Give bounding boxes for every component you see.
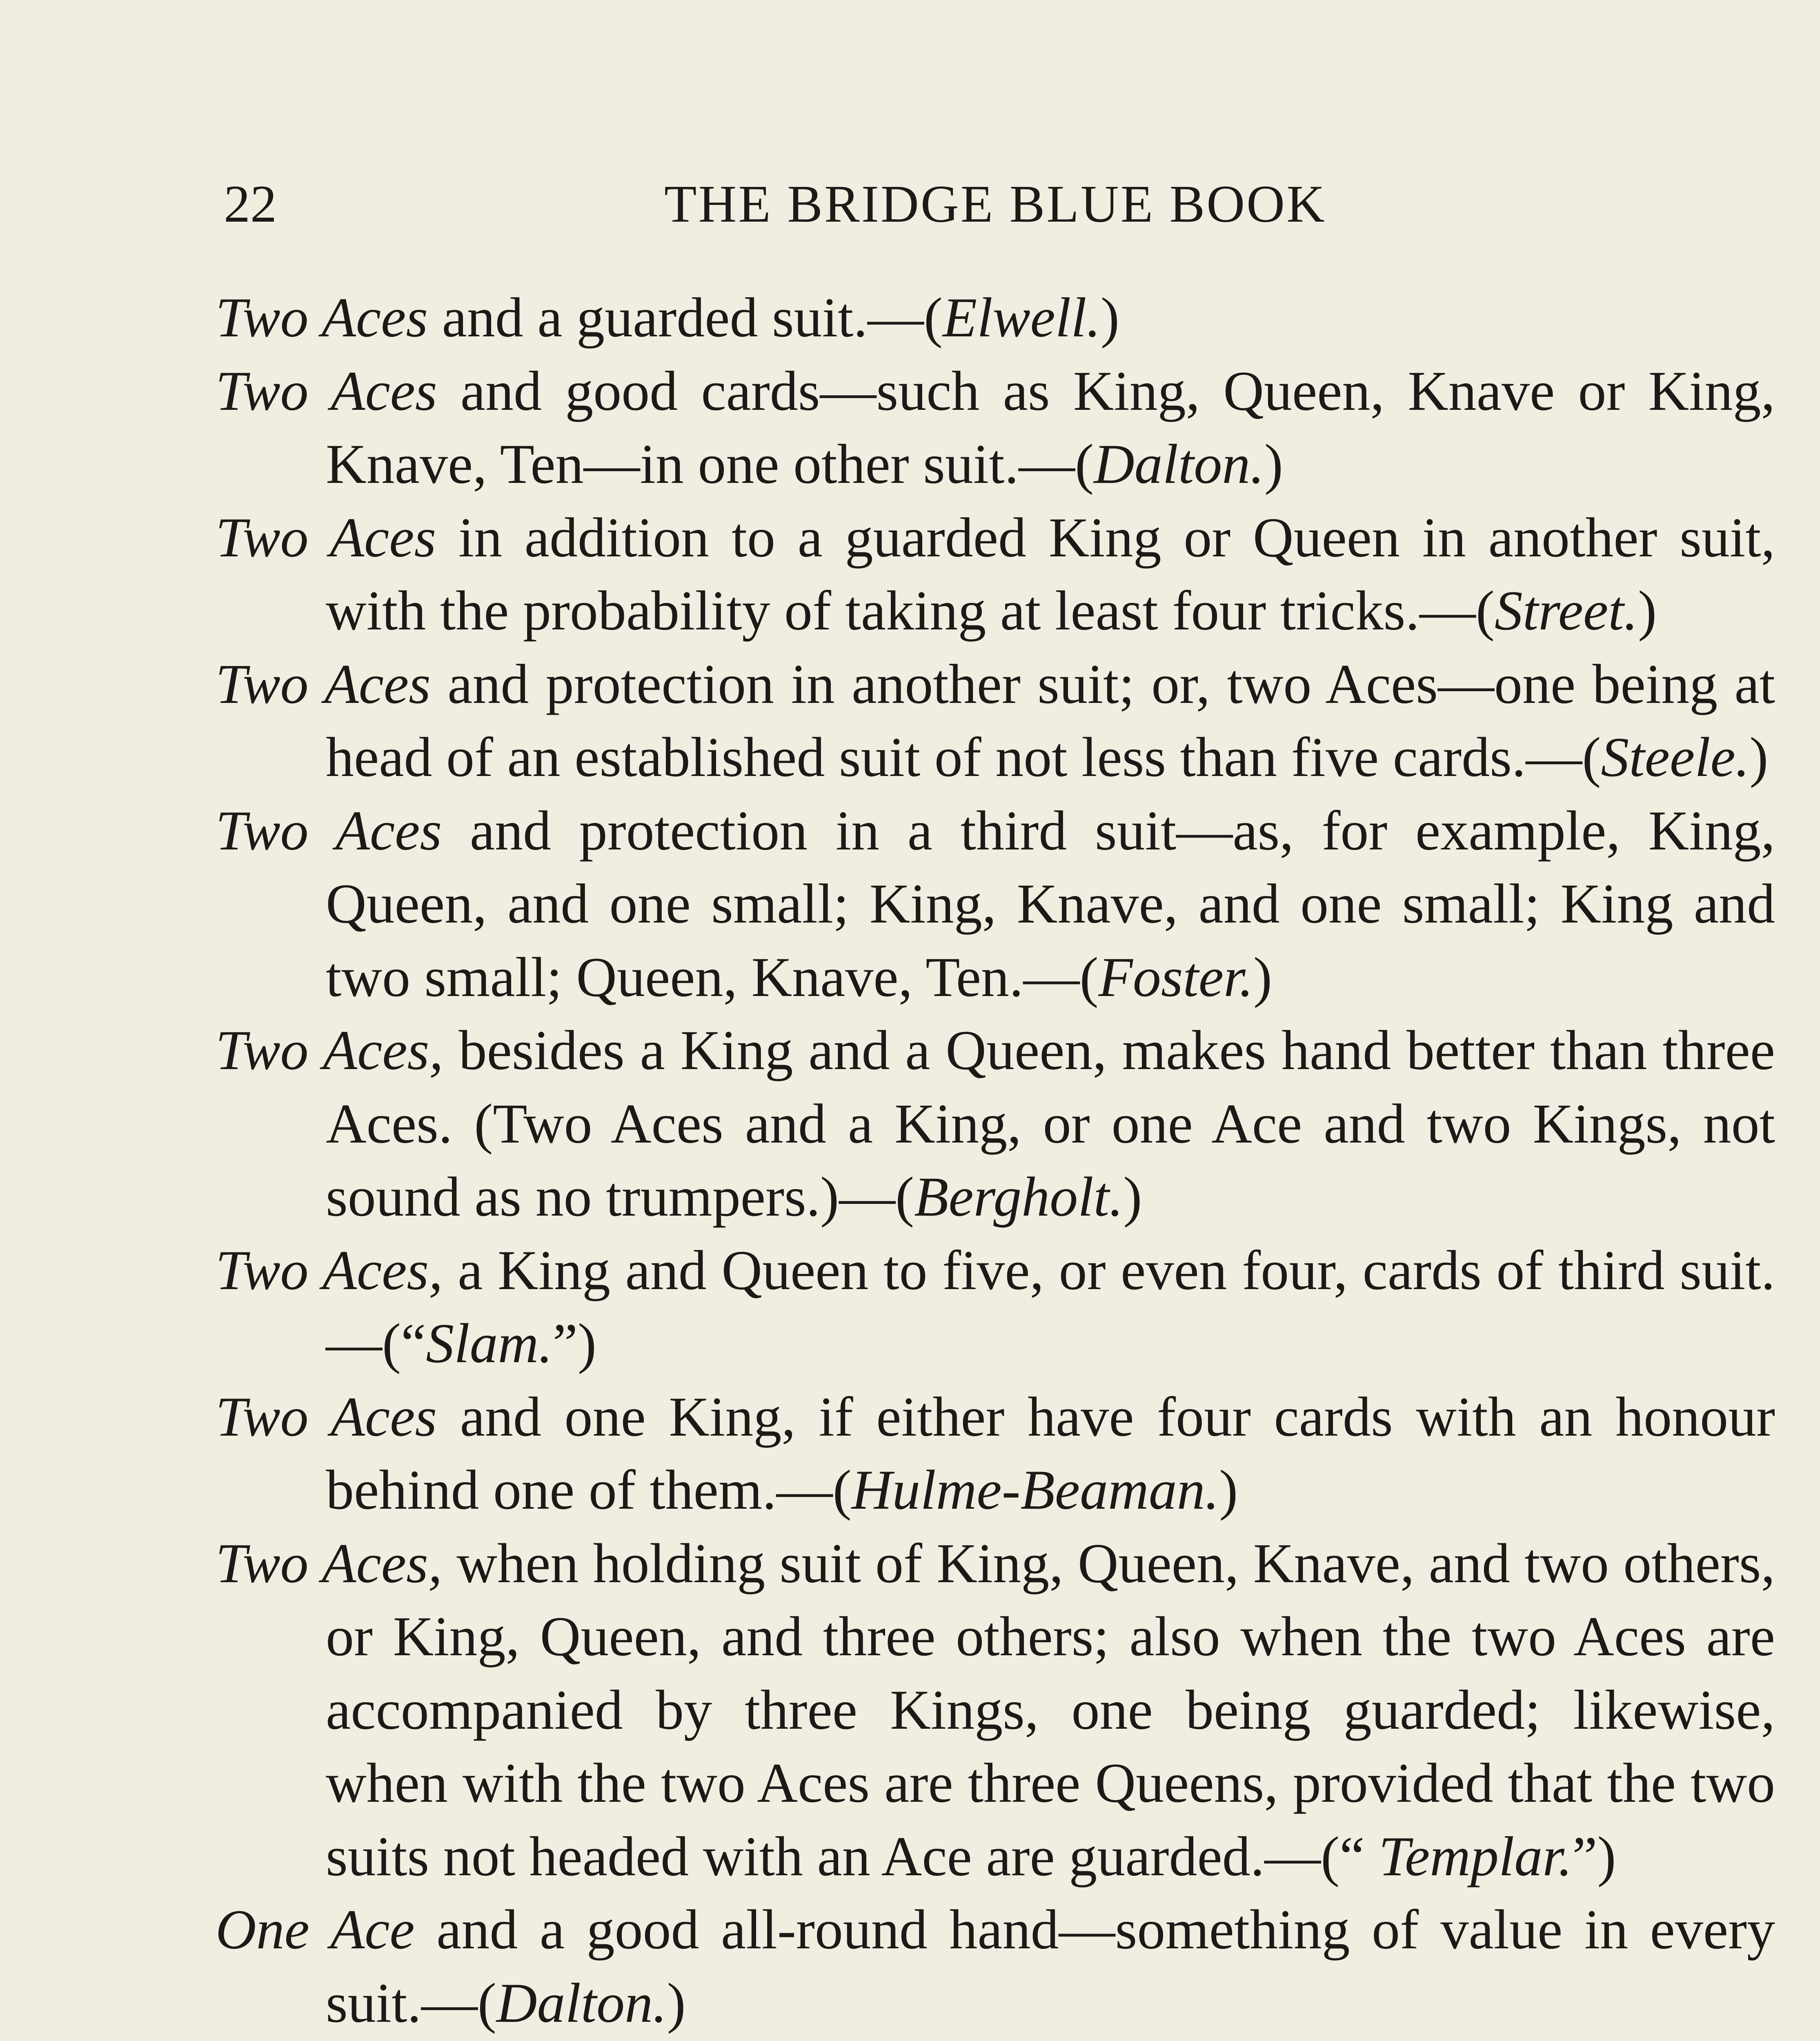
entry-text: and one King, if either have four cards with an honour behind one of them.—( [326,1385,1775,1521]
entry-lead: Two Aces [216,506,436,569]
entry-item [216,794,1775,1014]
entry-text: and protection in another suit; or, two Aces—one being at head of an established suit of not less than five cards.—( [326,652,1775,788]
entry-author: Steele. [1601,726,1750,788]
entry-close: ) [667,1971,686,2034]
entry-item [216,281,1775,354]
entry-lead: Two Aces, [216,1019,443,1081]
entry-lead: Two Aces [216,652,431,715]
entry-author: Street. [1494,579,1638,642]
entry-close: ) [1123,1165,1142,1228]
entry-text: and a guarded suit.—( [428,286,943,349]
entry-author: Templar. [1378,1825,1573,1888]
entry-lead: One Ace [216,1898,415,1961]
page-number: 22 [224,175,277,233]
running-title: THE BRIDGE BLUE BOOK [664,175,1326,233]
entry-text: when holding suit of King, Queen, Knave, and two others, or King, Queen, and three others; also when the two Aces are accompanied by three Kings, one being guarded; likewise, when with the two Aces are three Queens, provided that the two suits not headed with an Ace are guarded.—(“ [326,1532,1775,1888]
entry-author: Elwell. [942,286,1101,349]
entry-close: ) [1749,726,1769,788]
entry-close: ) [1264,433,1283,495]
entry-lead: Two Aces [216,359,437,422]
entry-text: and protection in a third suit—as, for example, King, Queen, and one small; King, Knave, and one small; King and two small; Queen, Knave, Ten.—( [326,799,1776,1008]
entry-author: Foster. [1098,945,1254,1008]
entry-item [216,1893,1775,2039]
entry-item [216,647,1775,794]
entry-author: Hulme-Beaman. [851,1458,1219,1521]
entry-lead: Two Aces [216,286,428,349]
entry-close: ”) [552,1312,596,1374]
entry-text: in addition to a guarded King or Queen in another suit, with the probability of taking at least four tricks.—( [326,506,1775,642]
entry-lead: Two Aces, [216,1238,443,1301]
entry-item [216,1380,1775,1527]
page-body [216,281,1775,2041]
entry-item [216,1527,1775,1893]
entry-close: ) [1101,286,1119,349]
entry-author: Dalton. [496,1971,667,2034]
page-header [224,165,1767,243]
entry-author: Dalton. [1094,433,1264,495]
entry-text: and good cards—such as King, Queen, Knave or King, Knave, Ten—in one other suit.—( [326,359,1775,495]
entry-close: ”) [1572,1825,1616,1888]
entry-item [216,501,1775,647]
entry-item [216,1234,1775,1380]
entry-close: ) [1219,1458,1238,1521]
entry-close: ) [1253,945,1272,1008]
entry-text: besides a King and a Queen, makes hand better than three Aces. (Two Aces and a King, or one Ace and two Kings, not sound as no trumpers.)—( [326,1019,1775,1228]
entry-text: a King and Queen to five, or even four, cards of third suit.—(“ [326,1238,1776,1374]
entry-item [216,354,1775,501]
entry-lead: Two Aces, [216,1532,443,1594]
entry-text: and a good all-round hand—something of value in every suit.—( [326,1898,1776,2034]
entry-lead: Two Aces [216,799,442,862]
entry-item [216,1014,1775,1234]
entry-close: ) [1638,579,1657,642]
entry-author: Bergholt. [914,1165,1124,1228]
entry-author: Slam. [426,1312,553,1374]
entry-item [216,2039,1775,2041]
entry-lead: Two Aces [216,1385,437,1448]
